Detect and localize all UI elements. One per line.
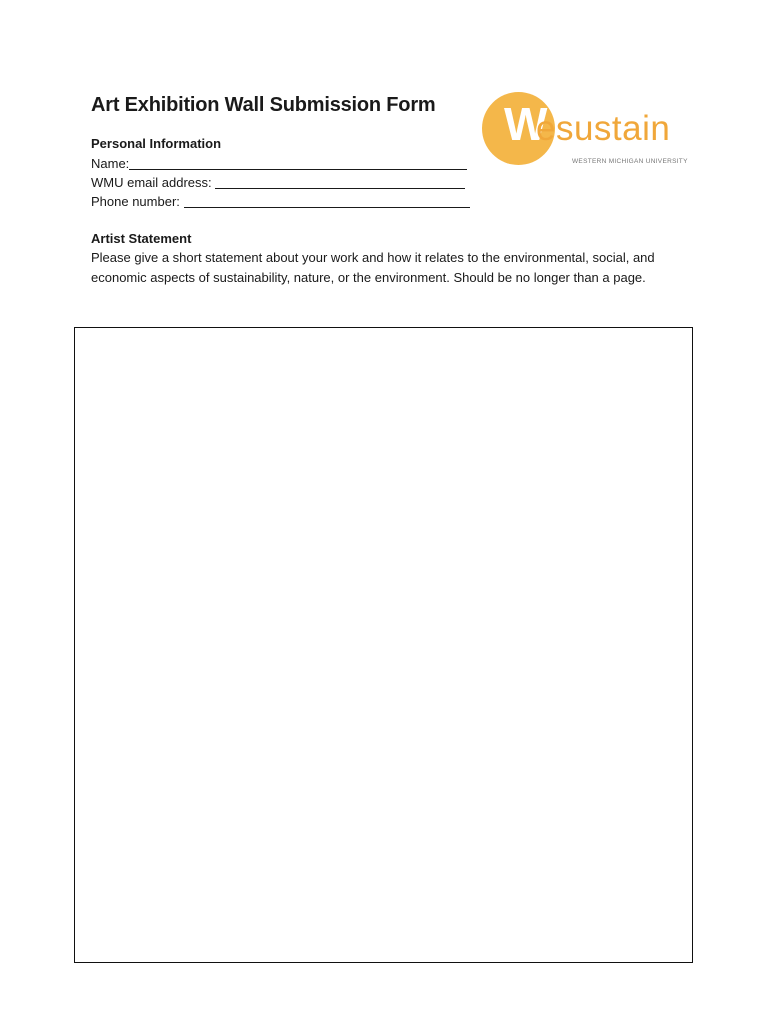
logo-subtitle: WESTERN MICHIGAN UNIVERSITY [572, 158, 688, 165]
form-title: Art Exhibition Wall Submission Form [91, 94, 436, 116]
artist-statement-heading: Artist Statement [91, 231, 192, 246]
wesustain-logo [482, 92, 688, 172]
statement-instructions: Please give a short statement about your work and how it relates to the environmental, social, and economic aspects of sustainability, nature, or the environment. Should be no longer than a page. [91, 250, 655, 285]
name-field-row [91, 154, 467, 172]
email-field-row [91, 173, 465, 191]
logo-wordmark: esustain [536, 109, 671, 148]
phone-field[interactable] [184, 193, 470, 208]
phone-label: Phone number: [91, 194, 184, 209]
name-label: Name: [91, 156, 130, 171]
phone-field-row [91, 192, 470, 210]
logo-letter: W [504, 98, 545, 150]
personal-information-heading: Personal Information [91, 136, 222, 151]
email-label: WMU email address: [91, 175, 216, 190]
email-field[interactable] [215, 174, 465, 189]
name-field[interactable] [129, 155, 467, 170]
artist-statement-textbox[interactable] [74, 327, 693, 963]
